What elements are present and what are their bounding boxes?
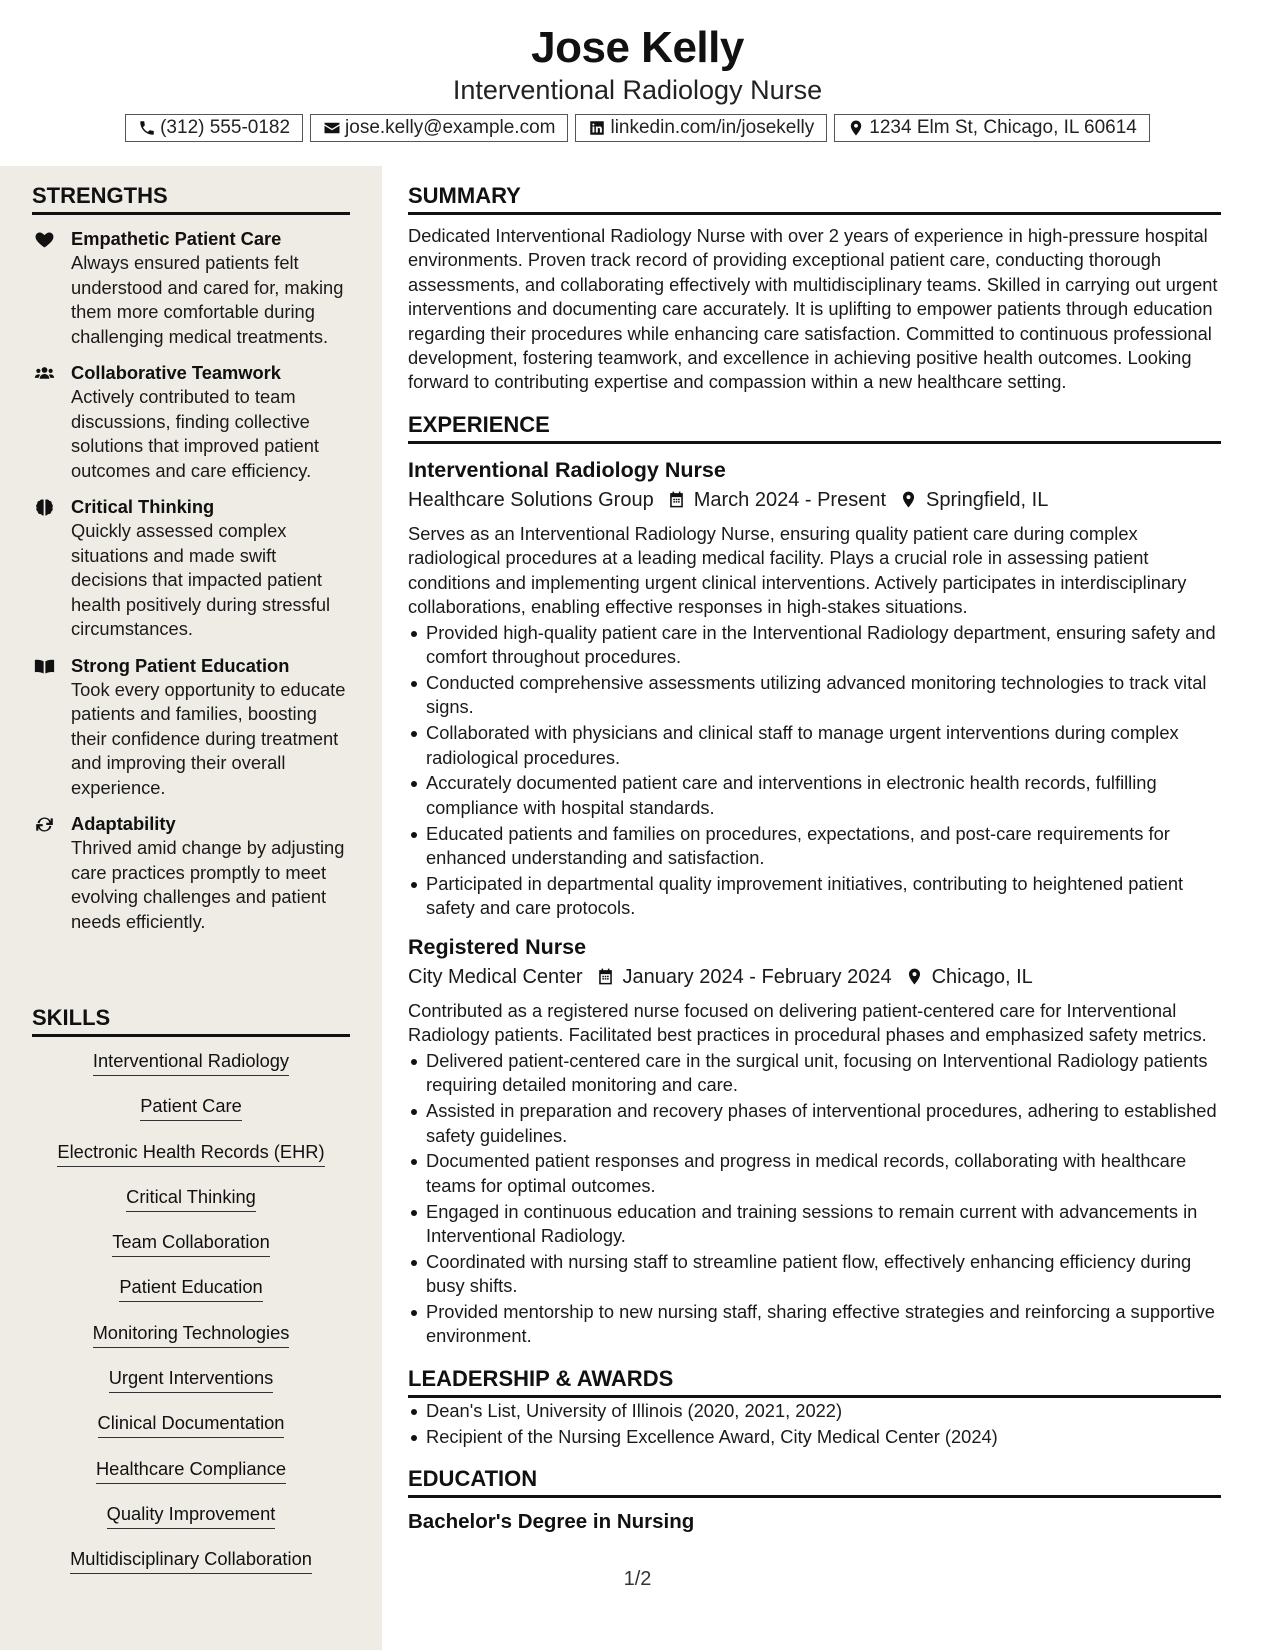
candidate-name: Jose Kelly	[531, 23, 744, 72]
heart-icon	[34, 229, 55, 250]
skills-heading: SKILLS	[32, 1004, 350, 1037]
contact-linkedin[interactable]	[575, 114, 827, 142]
job-entry	[408, 933, 1221, 1349]
skill-item	[32, 1185, 350, 1230]
skill-item	[32, 1275, 350, 1320]
skill-label: Healthcare Compliance	[96, 1457, 286, 1484]
summary-heading: SUMMARY	[408, 182, 1221, 215]
list-item: Engaged in continuous education and training sessions to remain current with advancements in Interventional Radiology.	[426, 1200, 1221, 1249]
list-item: Dean's List, University of Illinois (2020, 2021, 2022)	[426, 1399, 1221, 1423]
job-dates: January 2024 - February 2024	[622, 965, 892, 988]
strength-title: Strong Patient Education	[71, 654, 290, 676]
strength-item	[32, 361, 350, 483]
contact-email-text: jose.kelly@example.com	[345, 117, 556, 138]
page-number: 1/2	[623, 1568, 652, 1590]
list-item: Accurately documented patient care and interventions in electronic health records, fulfilling compliance with hospital standards.	[426, 771, 1221, 820]
list-item: Delivered patient-centered care in the surgical unit, focusing on Interventional Radiology patients requiring detailed monitoring and care.	[426, 1049, 1221, 1098]
job-meta	[408, 962, 1221, 992]
contact-linkedin-text: linkedin.com/in/josekelly	[610, 117, 815, 138]
job-company: Healthcare Solutions Group	[408, 488, 654, 511]
map-pin-icon	[847, 119, 865, 137]
skill-item	[32, 1094, 350, 1139]
skills-section	[32, 1004, 350, 1593]
job-location: Springfield, IL	[926, 488, 1049, 511]
leadership-list	[408, 1399, 1221, 1449]
sync-icon	[34, 814, 55, 835]
users-icon	[34, 363, 55, 384]
summary-text: Dedicated Interventional Radiology Nurse with over 2 years of experience in high-pressure hospital environments. Proven track record of providing exceptional patient care, conducting thorough assessments, and collaborating effectively with multidisciplinary teams. Skilled in carrying out urgent interventions and documenting care accurately. It is uplifting to empower patients through education regarding their procedures while enhancing care satisfaction. Committed to continuous professional development, fostering teamwork, and excellence in achieving positive health outcomes. Looking forward to contributing expertise and compassion within a new healthcare setting.	[408, 225, 1218, 393]
skill-label: Clinical Documentation	[98, 1411, 285, 1438]
job-entry	[408, 456, 1221, 921]
job-description: Serves as an Interventional Radiology Nurse, ensuring quality patient care during complex radiological procedures at a leading medical facility. Plays a crucial role in assessing patient conditions and implementing urgent clinical interventions. Actively participates in interdisciplinary collaborations, enabling effective responses in high-stakes situations.	[408, 522, 1187, 618]
list-item: Documented patient responses and progress in medical records, collaborating with healthcare teams for optimal outcomes.	[426, 1149, 1221, 1198]
strength-title: Empathetic Patient Care	[71, 228, 282, 249]
book-open-icon	[34, 656, 55, 677]
job-location: Chicago, IL	[931, 965, 1033, 988]
skill-item	[32, 1502, 350, 1547]
strength-item	[32, 227, 350, 349]
job-title: Registered Nurse	[408, 934, 587, 959]
skills-list	[32, 1049, 350, 1593]
job-bullets	[408, 621, 1221, 921]
strength-title: Adaptability	[71, 812, 176, 834]
skill-label: Electronic Health Records (EHR)	[57, 1140, 324, 1167]
list-item: Assisted in preparation and recovery phases of interventional procedures, adhering to established safety guidelines.	[426, 1099, 1221, 1148]
envelope-icon	[323, 119, 341, 137]
contact-address[interactable]	[834, 114, 1150, 142]
strength-desc: Always ensured patients felt understood and cared for, making them more comfortable during challenging medical treatments.	[71, 252, 344, 347]
contact-bar	[0, 114, 1275, 142]
skill-label: Interventional Radiology	[93, 1049, 289, 1076]
skill-item	[32, 1321, 350, 1366]
main-column	[382, 166, 1275, 1650]
job-dates: March 2024 - Present	[693, 488, 887, 511]
strength-item	[32, 495, 350, 641]
education-heading: EDUCATION	[408, 1465, 1221, 1498]
strengths-section	[32, 182, 350, 934]
brain-icon	[34, 497, 55, 518]
job-company: City Medical Center	[408, 965, 583, 988]
linkedin-icon	[588, 119, 606, 137]
skill-label: Monitoring Technologies	[93, 1321, 290, 1348]
skill-item	[32, 1230, 350, 1275]
skill-item	[32, 1457, 350, 1502]
list-item: Provided high-quality patient care in the Interventional Radiology department, ensuring safety and comfort throughout procedures.	[426, 621, 1221, 670]
list-item: Collaborated with physicians and clinical staff to manage urgent interventions during complex radiological procedures.	[426, 721, 1221, 770]
list-item: Educated patients and families on procedures, expectations, and post-care requirements for enhanced understanding and satisfaction.	[426, 822, 1221, 871]
map-pin-icon	[905, 967, 924, 986]
contact-phone-text: (312) 555-0182	[160, 117, 291, 138]
skill-label: Urgent Interventions	[109, 1366, 274, 1393]
skill-item	[32, 1366, 350, 1411]
strength-desc: Actively contributed to team discussions, finding collective solutions that improved patient outcomes and care efficiency.	[71, 386, 319, 481]
skill-label: Critical Thinking	[126, 1185, 256, 1212]
strength-title: Critical Thinking	[71, 496, 215, 518]
skill-label: Patient Care	[140, 1094, 242, 1121]
leadership-heading: LEADERSHIP & AWARDS	[408, 1365, 1221, 1398]
skill-label: Team Collaboration	[112, 1230, 270, 1257]
strength-desc: Quickly assessed complex situations and made swift decisions that impacted patient health positively during stressful circumstances.	[71, 520, 331, 640]
job-title: Interventional Radiology Nurse	[408, 457, 726, 482]
skill-item	[32, 1411, 350, 1456]
experience-heading: EXPERIENCE	[408, 411, 1221, 444]
list-item: Recipient of the Nursing Excellence Award, City Medical Center (2024)	[426, 1425, 1221, 1449]
strength-desc: Thrived amid change by adjusting care practices promptly to meet evolving challenges and patient needs efficiently.	[71, 837, 345, 932]
list-item: Participated in departmental quality improvement initiatives, contributing to heightened patient safety and care protocols.	[426, 872, 1221, 921]
skill-item	[32, 1049, 350, 1094]
sidebar	[0, 166, 382, 1650]
resume-header	[0, 0, 1275, 166]
skill-label: Multidisciplinary Collaboration	[70, 1547, 312, 1574]
strength-title: Collaborative Teamwork	[71, 362, 281, 384]
job-bullets	[408, 1049, 1221, 1349]
calendar-icon	[596, 967, 615, 986]
job-meta	[408, 485, 1221, 515]
list-item: Coordinated with nursing staff to streamline patient flow, effectively enhancing efficiency during busy shifts.	[426, 1250, 1221, 1299]
strength-desc: Took every opportunity to educate patients and families, boosting their confidence during treatment and improving their overall experience.	[71, 678, 346, 798]
job-description: Contributed as a registered nurse focused on delivering patient-centered care for Interventional Radiology patients. Facilitated best practices in procedural phases and emphasized safety metrics.	[408, 999, 1207, 1046]
phone-icon	[138, 119, 156, 137]
degree-title: Bachelor's Degree in Nursing	[408, 1510, 695, 1534]
skill-label: Patient Education	[119, 1275, 262, 1302]
strength-item	[32, 654, 350, 800]
map-pin-icon	[899, 490, 918, 509]
candidate-title: Interventional Radiology Nurse	[452, 75, 823, 105]
contact-address-text: 1234 Elm St, Chicago, IL 60614	[869, 117, 1137, 138]
list-item: Provided mentorship to new nursing staff, sharing effective strategies and reinforcing a supportive environment.	[426, 1300, 1221, 1349]
calendar-icon	[667, 490, 686, 509]
skill-item	[32, 1140, 350, 1185]
strengths-heading: STRENGTHS	[32, 182, 350, 215]
list-item: Conducted comprehensive assessments utilizing advanced monitoring technologies to track vital signs.	[426, 671, 1221, 720]
contact-phone[interactable]	[125, 114, 303, 142]
contact-email[interactable]	[310, 114, 568, 142]
skill-label: Quality Improvement	[107, 1502, 276, 1529]
strength-item	[32, 812, 350, 934]
